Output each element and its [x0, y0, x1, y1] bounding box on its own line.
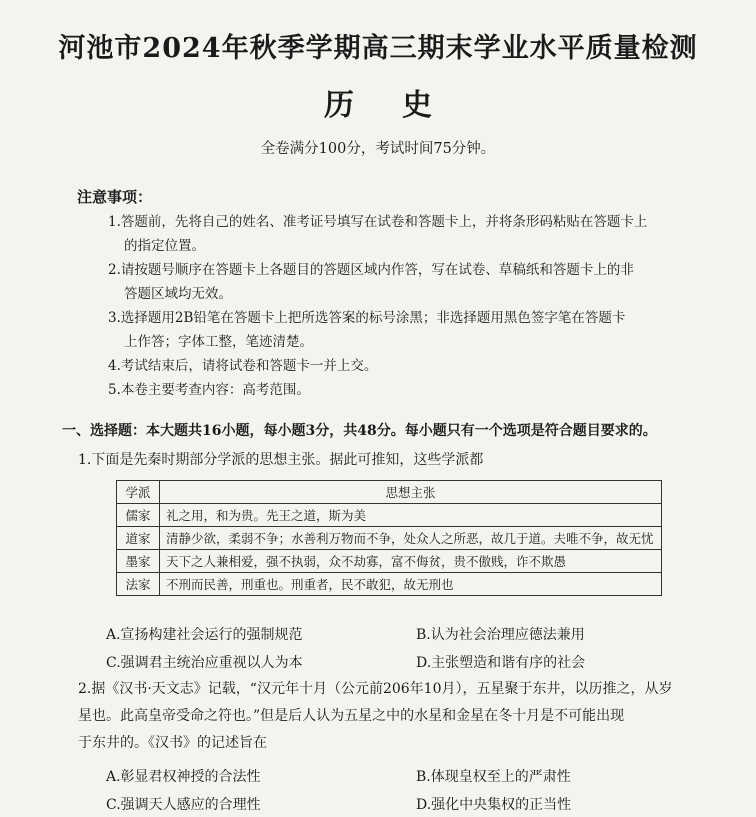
table-cell-school: 儒家: [117, 504, 160, 527]
q1-option-b[interactable]: B.认为社会治理应德法兼用: [416, 627, 585, 643]
table-row: [117, 573, 662, 596]
table-cell-school: 道家: [117, 527, 160, 550]
notice-item: 1.答题前，先将自己的姓名、准考证号填写在试卷和答题卡上，并将条形码粘贴在答题卡上: [108, 214, 648, 230]
notice-item: 答题区域均无效。: [124, 286, 232, 302]
q2-stem-line: 星也。此高皇帝受命之符也。”但是后人认为五星之中的水星和金星在冬十月是不可能出现: [78, 708, 625, 724]
table-cell-idea: 清静少欲，柔弱不争；水善利万物而不争，处众人之所恶，故几于道。夫唯不争，故无忧: [160, 527, 662, 550]
table-cell-idea: 天下之人兼相爱，强不执弱，众不劫寡，富不侮贫，贵不傲贱，诈不欺愚: [160, 550, 662, 573]
question-1-stem: 1.下面是先秦时期部分学派的思想主张。据此可推知，这些学派都: [78, 452, 484, 468]
table-cell-school: 法家: [117, 573, 160, 596]
table-header-idea: 思想主张: [160, 481, 662, 504]
q1-option-a[interactable]: A.宣扬构建社会运行的强制规范: [106, 627, 303, 643]
q2-option-b[interactable]: B.体现皇权至上的严肃性: [416, 769, 571, 785]
q2-option-d[interactable]: D.强化中央集权的正当性: [416, 797, 572, 813]
notice-list: [108, 210, 708, 402]
table-row: [117, 550, 662, 573]
notice-item: 2.请按题号顺序在答题卡上各题目的答题区域内作答，写在试卷、草稿纸和答题卡上的非: [108, 262, 634, 278]
q1-option-d[interactable]: D.主张塑造和谐有序的社会: [416, 655, 586, 671]
notice-item: 上作答；字体工整，笔迹清楚。: [124, 334, 313, 350]
q2-option-c[interactable]: C.强调天人感应的合理性: [106, 797, 261, 813]
q2-stem-line: 于东井的。《汉书》的记述旨在: [78, 735, 267, 751]
exam-title: 河池市2024年秋季学期高三期末学业水平质量检测: [58, 33, 698, 64]
section-heading: 一、选择题：本大题共16小题，每小题3分，共48分。每小题只有一个选项是符合题目要求的。: [62, 423, 657, 439]
table-cell-school: 墨家: [117, 550, 160, 573]
table-row: [117, 504, 662, 527]
q1-option-c[interactable]: C.强调君主统治应重视以人为本: [106, 655, 303, 671]
table-header-school: 学派: [117, 481, 160, 504]
notice-item: 的指定位置。: [124, 238, 205, 254]
q2-option-a[interactable]: A.彰显君权神授的合法性: [106, 769, 261, 785]
subject-title: 历史: [324, 88, 480, 123]
notice-heading: 注意事项：: [77, 188, 153, 206]
notice-item: 4.考试结束后，请将试卷和答题卡一并上交。: [108, 358, 378, 374]
table-row: [117, 527, 662, 550]
exam-meta: 全卷满分100分，考试时间75分钟。: [260, 141, 496, 157]
q2-stem-line: 2.据《汉书·天文志》记载，“汉元年十月（公元前206年10月），五星聚于东井，以历推之，从岁: [78, 681, 673, 697]
notice-item: 5.本卷主要考查内容：高考范围。: [108, 382, 310, 398]
question-2-stem: [78, 676, 738, 757]
table-cell-idea: 礼之用，和为贵。先王之道，斯为美: [160, 504, 662, 527]
schools-table: [116, 480, 662, 596]
notice-item: 3.选择题用2B铅笔在答题卡上把所选答案的标号涂黑；非选择题用黑色签字笔在答题卡: [108, 310, 626, 326]
table-header-row: [117, 481, 662, 504]
table-cell-idea: 不刑而民善，刑重也。刑重者，民不敢犯，故无刑也: [160, 573, 662, 596]
